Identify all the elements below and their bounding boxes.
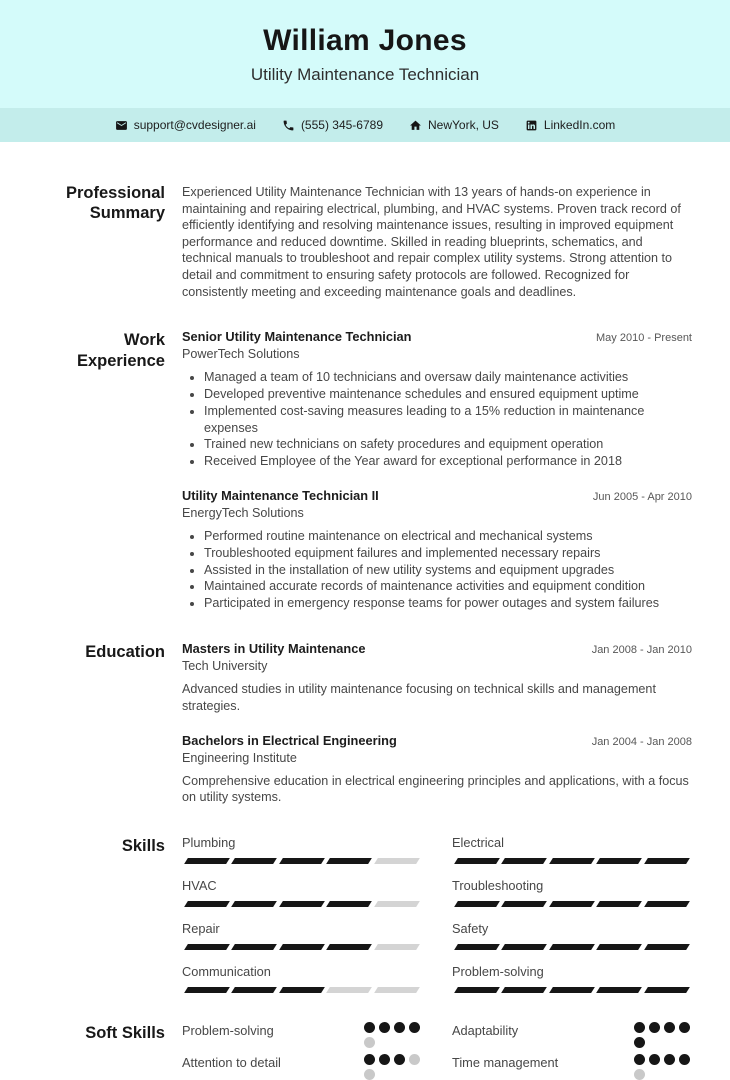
job-dates: Jun 2005 - Apr 2010 [592,490,692,503]
degree-school: Tech University [182,658,268,673]
skill-name: Safety [452,921,489,937]
skills-grid [182,835,692,993]
skill-bar-segment [502,944,548,950]
degree-entry [182,641,692,715]
job-bullet: • Performed routine maintenance on electrical and mechanical systems [204,528,692,545]
skill-item [452,878,692,907]
skill-bar-segment [326,944,372,950]
skill-bar-segment [232,901,278,907]
section-education [40,641,692,806]
soft-skill-dot [634,1037,645,1048]
soft-skill-dot [394,1054,405,1065]
soft-skill-item [452,1022,692,1048]
summary-heading: Professional Summary [65,184,165,223]
soft-skill-dots [364,1054,422,1080]
skill-bar-segment [184,944,230,950]
section-skills [40,835,692,993]
skill-bar-segment [549,858,595,864]
skill-bar-segment [549,987,595,993]
skill-bar-segment [454,944,500,950]
degree-description: Comprehensive education in electrical engineering principles and applications, with a focus on utility systems. [182,773,689,805]
skill-item [182,878,422,907]
skill-bar-segment [644,901,690,907]
email-icon [115,119,128,132]
job-company: EnergyTech Solutions [182,505,304,520]
contact-phone-text: (555) 345-6789 [300,118,383,132]
skill-name: Troubleshooting [452,878,544,894]
skill-bar [182,901,422,907]
contact-linkedin[interactable] [525,118,615,132]
soft-skill-dot [364,1054,375,1065]
job-bullet: • Maintained accurate records of maintenance activities and equipment condition [204,578,692,595]
job-bullet: • Developed preventive maintenance schedules and ensured equipment uptime [204,386,692,403]
skill-bar-segment [644,987,690,993]
job-bullet: • Trained new technicians on safety procedures and equipment operation [204,436,692,453]
skill-item [182,921,422,950]
skill-bar-segment [279,858,325,864]
soft-skill-dot [664,1054,675,1065]
skill-bar-segment [596,901,642,907]
soft-skill-dot [364,1037,375,1048]
person-name: William Jones [263,24,467,57]
skill-bar-segment [596,987,642,993]
contact-email[interactable] [115,118,256,132]
skill-bar-segment [454,987,500,993]
soft-skill-item [452,1054,692,1080]
degree-list [182,641,692,806]
skill-bar-segment [232,987,278,993]
skill-bar [452,901,692,907]
soft-skills-grid [182,1022,692,1080]
skill-name: Communication [182,964,271,980]
skill-name: HVAC [182,878,217,894]
contact-location-text: NewYork, US [428,118,499,132]
skill-item [182,835,422,864]
skill-bar-segment [326,858,372,864]
degree-school: Engineering Institute [182,750,297,765]
job-title: Senior Utility Maintenance Technician [182,329,412,345]
skill-bar-segment [454,858,500,864]
skills-heading: Skills [121,837,165,856]
degree-description: Advanced studies in utility maintenance focusing on technical skills and management strategies. [182,681,656,713]
soft-skill-dot [679,1054,690,1065]
soft-skill-dots [634,1022,692,1048]
job-bullet: • Assisted in the installation of new utility systems and equipment upgrades [204,562,692,579]
job-bullet: • Troubleshooted equipment failures and implemented necessary repairs [204,545,692,562]
skill-name: Problem-solving [452,964,544,980]
skill-bar [452,858,692,864]
contact-linkedin-text: LinkedIn.com [543,118,616,132]
skill-bar-segment [596,858,642,864]
degree-dates: Jan 2008 - Jan 2010 [591,643,692,656]
summary-text: Experienced Utility Maintenance Technician with 13 years of hands-on experience in maintaining and repairing electrical, plumbing, and HVAC systems. Proven track record of efficiently identifying and resolving maintenance issues, resulting in improved equipment performance and reduced downtime. Skilled in reading blueprints, schematics, and technical manuals to troubleshoot and repair complex utility systems. Strong attention to detail and commitment to ensuring safety protocols are followed. Recognized for consistently meeting and exceeding maintenance goals and deadlines. [182,185,681,299]
contact-location[interactable] [409,118,499,132]
soft-skill-dot [409,1054,420,1065]
job-company: PowerTech Solutions [182,347,300,362]
job-bullet: • Managed a team of 10 technicians and oversaw daily maintenance activities [204,369,692,386]
skill-bar-segment [279,944,325,950]
contact-phone[interactable] [282,118,383,132]
skill-bar [452,987,692,993]
soft-skill-name: Adaptability [452,1023,519,1039]
soft-skill-item [182,1022,422,1048]
skill-bar-segment [326,901,372,907]
skill-name: Repair [182,921,220,937]
skill-bar-segment [644,944,690,950]
skill-bar [182,944,422,950]
skill-bar-segment [326,987,372,993]
skill-bar-segment [502,987,548,993]
skill-bar [182,858,422,864]
person-job-title: Utility Maintenance Technician [250,65,480,84]
skill-item [182,964,422,993]
resume-header [0,0,730,108]
skill-name: Electrical [452,835,504,851]
degree-entry [182,733,692,807]
skill-bar-segment [279,901,325,907]
section-summary [40,182,692,300]
soft-skill-item [182,1054,422,1080]
skill-bar-segment [374,901,420,907]
education-heading: Education [85,642,165,661]
job-bullets [182,528,692,612]
job-entry [182,488,692,612]
soft-skill-dot [634,1054,645,1065]
skill-item [452,964,692,993]
skill-bar [182,987,422,993]
soft-skill-name: Attention to detail [182,1055,281,1071]
soft-skill-name: Problem-solving [182,1023,274,1039]
soft-skill-dot [379,1054,390,1065]
job-dates: May 2010 - Present [596,332,692,345]
skill-bar-segment [549,901,595,907]
skill-bar-segment [232,944,278,950]
skill-bar-segment [279,987,325,993]
skill-item [452,921,692,950]
soft-skill-dot [634,1069,645,1080]
job-title: Utility Maintenance Technician II [182,487,379,503]
skill-bar-segment [502,858,548,864]
soft-skill-dots [634,1054,692,1080]
soft-skill-dot [649,1054,660,1065]
contact-email-text: support@cvdesigner.ai [133,118,256,132]
soft-skill-dots [364,1022,422,1048]
skill-bar-segment [184,987,230,993]
linkedin-icon [525,119,538,132]
job-bullet: • Implemented cost-saving measures leading to a 15% reduction in maintenance expenses [204,403,692,437]
skill-bar-segment [644,858,690,864]
skill-bar-segment [184,858,230,864]
skill-item [452,835,692,864]
job-bullets [182,369,692,470]
job-bullet: • Participated in emergency response teams for power outages and system failures [204,595,692,612]
skill-bar [452,944,692,950]
degree-title: Masters in Utility Maintenance [182,640,366,656]
degree-dates: Jan 2004 - Jan 2008 [591,735,692,748]
degree-title: Bachelors in Electrical Engineering [182,732,397,748]
skill-bar-segment [596,944,642,950]
soft-skill-dot [364,1069,375,1080]
job-list [182,329,692,612]
job-bullet: • Received Employee of the Year award for exceptional performance in 2018 [204,453,692,470]
experience-heading: Work Experience [76,331,165,370]
resume-body [0,142,730,1080]
skill-bar-segment [454,901,500,907]
skill-bar-segment [184,901,230,907]
soft-skill-name: Time management [452,1055,559,1071]
phone-icon [282,119,295,132]
contact-bar [0,108,730,142]
skill-bar-segment [502,901,548,907]
section-experience [40,329,692,612]
soft-skills-heading: Soft Skills [85,1024,165,1043]
skill-name: Plumbing [182,835,236,851]
skill-bar-segment [374,858,420,864]
skill-bar-segment [374,944,420,950]
home-icon [409,119,422,132]
skill-bar-segment [374,987,420,993]
job-entry [182,329,692,470]
skill-bar-segment [549,944,595,950]
skill-bar-segment [232,858,278,864]
section-soft-skills [40,1022,692,1080]
